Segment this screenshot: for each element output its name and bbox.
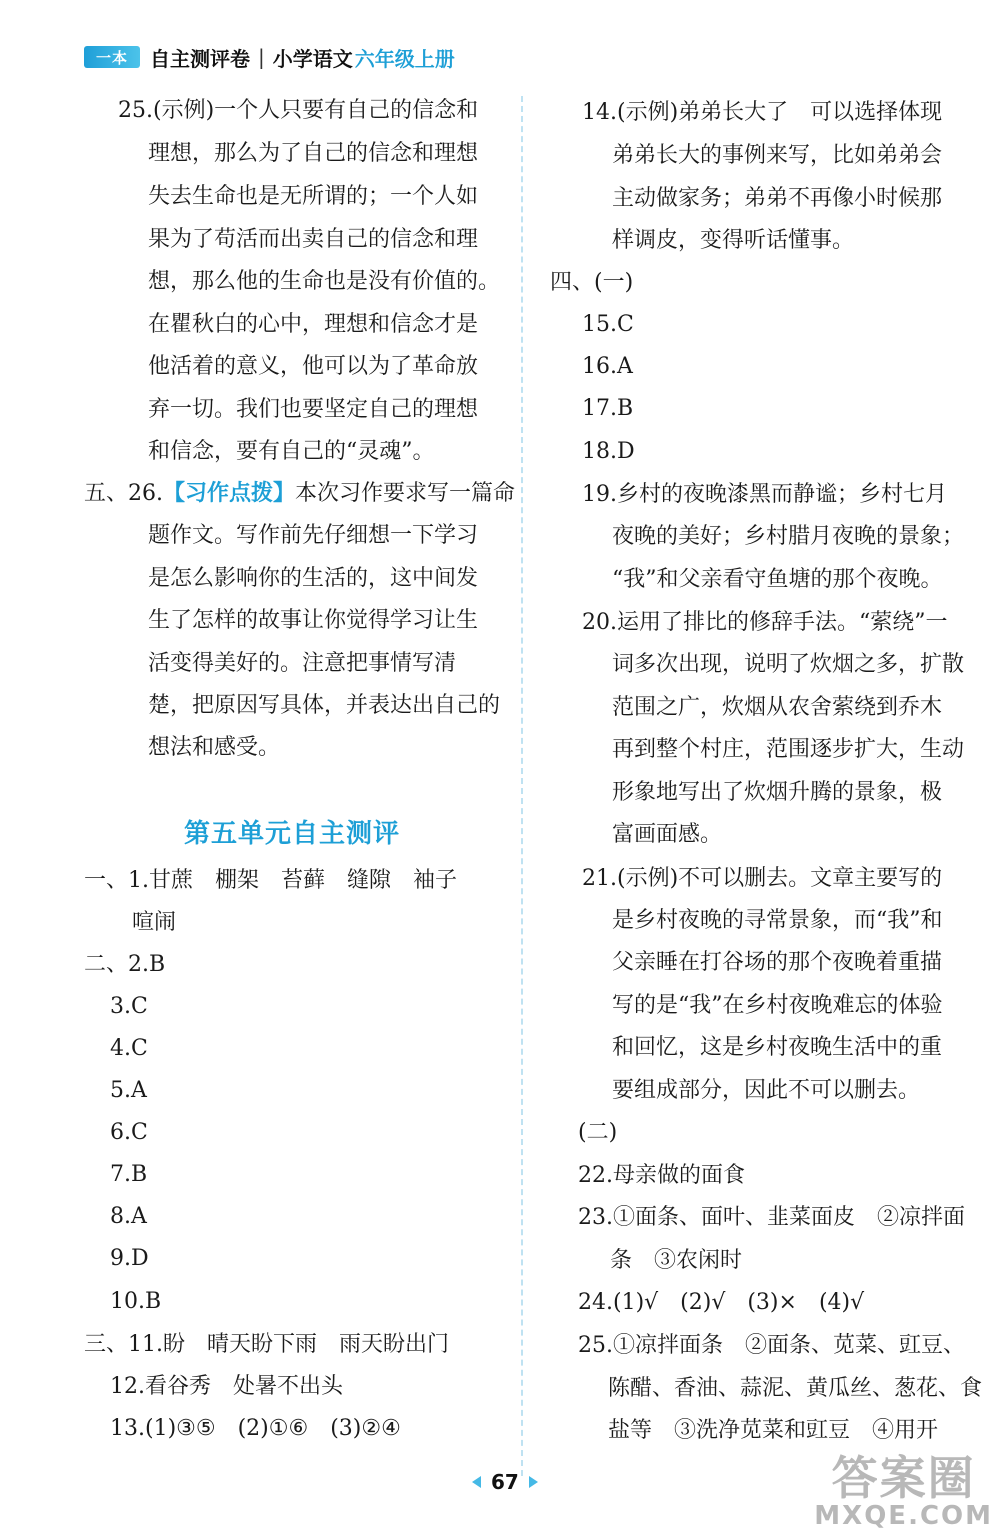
watermark-bottom: MXQE.COM: [814, 1501, 993, 1531]
answer-line: 15.C: [582, 312, 634, 337]
answer-line: 生了怎样的故事让你觉得学习让生: [148, 608, 479, 633]
answer-line: 四、(一): [550, 270, 634, 295]
answer-line: 9.D: [110, 1246, 149, 1271]
answer-text: 本次习作要求写一篇命: [295, 481, 516, 506]
column-divider: [521, 96, 523, 1476]
answer-line: 盐等 ③洗净苋菜和豇豆 ④用开: [608, 1418, 939, 1443]
answer-line: 父亲睡在打谷场的那个夜晚着重描: [612, 950, 943, 975]
answer-line: 8.A: [110, 1204, 147, 1229]
answer-line: 要组成部分，因此不可以删去。: [612, 1078, 921, 1103]
answer-line: 24.(1)√ (2)√ (3)× (4)√: [578, 1290, 865, 1315]
question-number: 五、26.: [84, 481, 163, 506]
answer-line: 20.运用了排比的修辞手法。“萦绕”一: [582, 610, 948, 635]
answer-line: 21.(示例)不可以删去。文章主要写的: [582, 866, 943, 891]
answer-line: 18.D: [582, 439, 635, 464]
answer-line-q26: [84, 479, 515, 509]
answer-line: 楚，把原因写具体，并表达出自己的: [148, 693, 501, 718]
answer-line: 形象地写出了炊烟升腾的景象，极: [612, 780, 943, 805]
header-separator: |: [258, 45, 265, 69]
section-title: 第五单元自主测评: [184, 819, 401, 849]
answer-line: 13.(1)③⑤ (2)①⑥ (3)②④: [110, 1416, 401, 1441]
answer-line: 12.看谷秀 处暑不出头: [110, 1374, 343, 1399]
answer-line: 理想，那么为了自己的信念和理想: [148, 141, 479, 166]
answer-line: 25.①凉拌面条 ②面条、苋菜、豇豆、: [578, 1333, 965, 1358]
answer-line: 是怎么影响你的生活的，这中间发: [148, 566, 479, 591]
answer-line: 10.B: [110, 1289, 162, 1314]
answer-line: 写的是“我”在乡村夜晚难忘的体验: [612, 993, 943, 1018]
book-title: 自主测评卷: [150, 46, 250, 71]
answer-line: 果为了苟活而出卖自己的信念和理: [148, 227, 479, 252]
answer-line: 词多次出现，说明了炊烟之多，扩散: [612, 652, 965, 677]
answer-line: 19.乡村的夜晚漆黑而静谧；乡村七月: [582, 482, 947, 507]
answer-line: 23.①面条、面叶、韭菜面皮 ②凉拌面: [578, 1205, 965, 1230]
answer-line: 5.A: [110, 1078, 147, 1103]
answer-line: 二、2.B: [84, 952, 166, 977]
answer-line: 4.C: [110, 1036, 148, 1061]
answer-line: 再到整个村庄，范围逐步扩大，生动: [612, 737, 965, 762]
answer-line: “我”和父亲看守鱼塘的那个夜晚。: [612, 567, 943, 592]
answer-line: 弟弟长大的事例来写，比如弟弟会: [612, 143, 943, 168]
answer-line: (二): [578, 1120, 618, 1145]
answer-line: 25.(示例)一个人只要有自己的信念和: [118, 98, 479, 123]
page-header: [84, 40, 455, 74]
answer-line: 他活着的意义，他可以为了革命放: [148, 354, 479, 379]
answer-line: 弃一切。我们也要坚定自己的理想: [148, 397, 479, 422]
answer-line: 范围之广，炊烟从农舍萦绕到乔木: [612, 695, 943, 720]
answer-line: 富画面感。: [612, 822, 723, 847]
publisher-logo: 一本: [84, 46, 140, 68]
writing-tip-tag: 【习作点拨】: [163, 481, 296, 506]
answer-line: 17.B: [582, 396, 634, 421]
page-footer: [472, 1470, 538, 1494]
answer-line: 在瞿秋白的心中，理想和信念才是: [148, 312, 479, 337]
answer-line: 想法和感受。: [148, 735, 281, 760]
answer-line: 想，那么他的生命也是没有价值的。: [148, 269, 501, 294]
answer-line: 一、1.甘蔗 棚架 苔藓 缝隙 袖子: [84, 868, 457, 893]
answer-line: 16.A: [582, 354, 633, 379]
watermark: [814, 1451, 993, 1531]
grade-label: 六年级上册: [354, 46, 455, 71]
answer-line: 7.B: [110, 1162, 148, 1187]
page-number: 67: [491, 1470, 519, 1494]
answer-line: 主动做家务；弟弟不再像小时候那: [612, 186, 943, 211]
answer-line: 6.C: [110, 1120, 148, 1145]
answer-line: 陈醋、香油、蒜泥、黄瓜丝、葱花、食: [608, 1376, 983, 1401]
answer-line: 是乡村夜晚的寻常景象，而“我”和: [612, 908, 943, 933]
answer-line: 14.(示例)弟弟长大了 可以选择体现: [582, 100, 943, 125]
answer-line: 题作文。写作前先仔细想一下学习: [148, 523, 479, 548]
answer-line: 22.母亲做的面食: [578, 1163, 745, 1188]
answer-line: 失去生命也是无所谓的；一个人如: [148, 184, 479, 209]
answer-line: 活变得美好的。注意把事情写清: [148, 651, 457, 676]
triangle-left-icon: [472, 1476, 481, 1488]
answer-line: 夜晚的美好；乡村腊月夜晚的景象；: [612, 524, 965, 549]
triangle-right-icon: [529, 1476, 538, 1488]
answer-line: 和回忆，这是乡村夜晚生活中的重: [612, 1035, 943, 1060]
answer-line: 3.C: [110, 994, 148, 1019]
answer-line: 条 ③农闲时: [610, 1248, 743, 1273]
subject-label: 小学语文: [272, 46, 353, 71]
answer-line: 样调皮，变得听话懂事。: [612, 228, 855, 253]
watermark-top: 答案圈: [831, 1451, 976, 1505]
answer-line: 喧闹: [132, 910, 177, 935]
answer-line: 三、11.盼 晴天盼下雨 雨天盼出门: [84, 1332, 449, 1357]
answer-line: 和信念，要有自己的“灵魂”。: [148, 439, 435, 464]
